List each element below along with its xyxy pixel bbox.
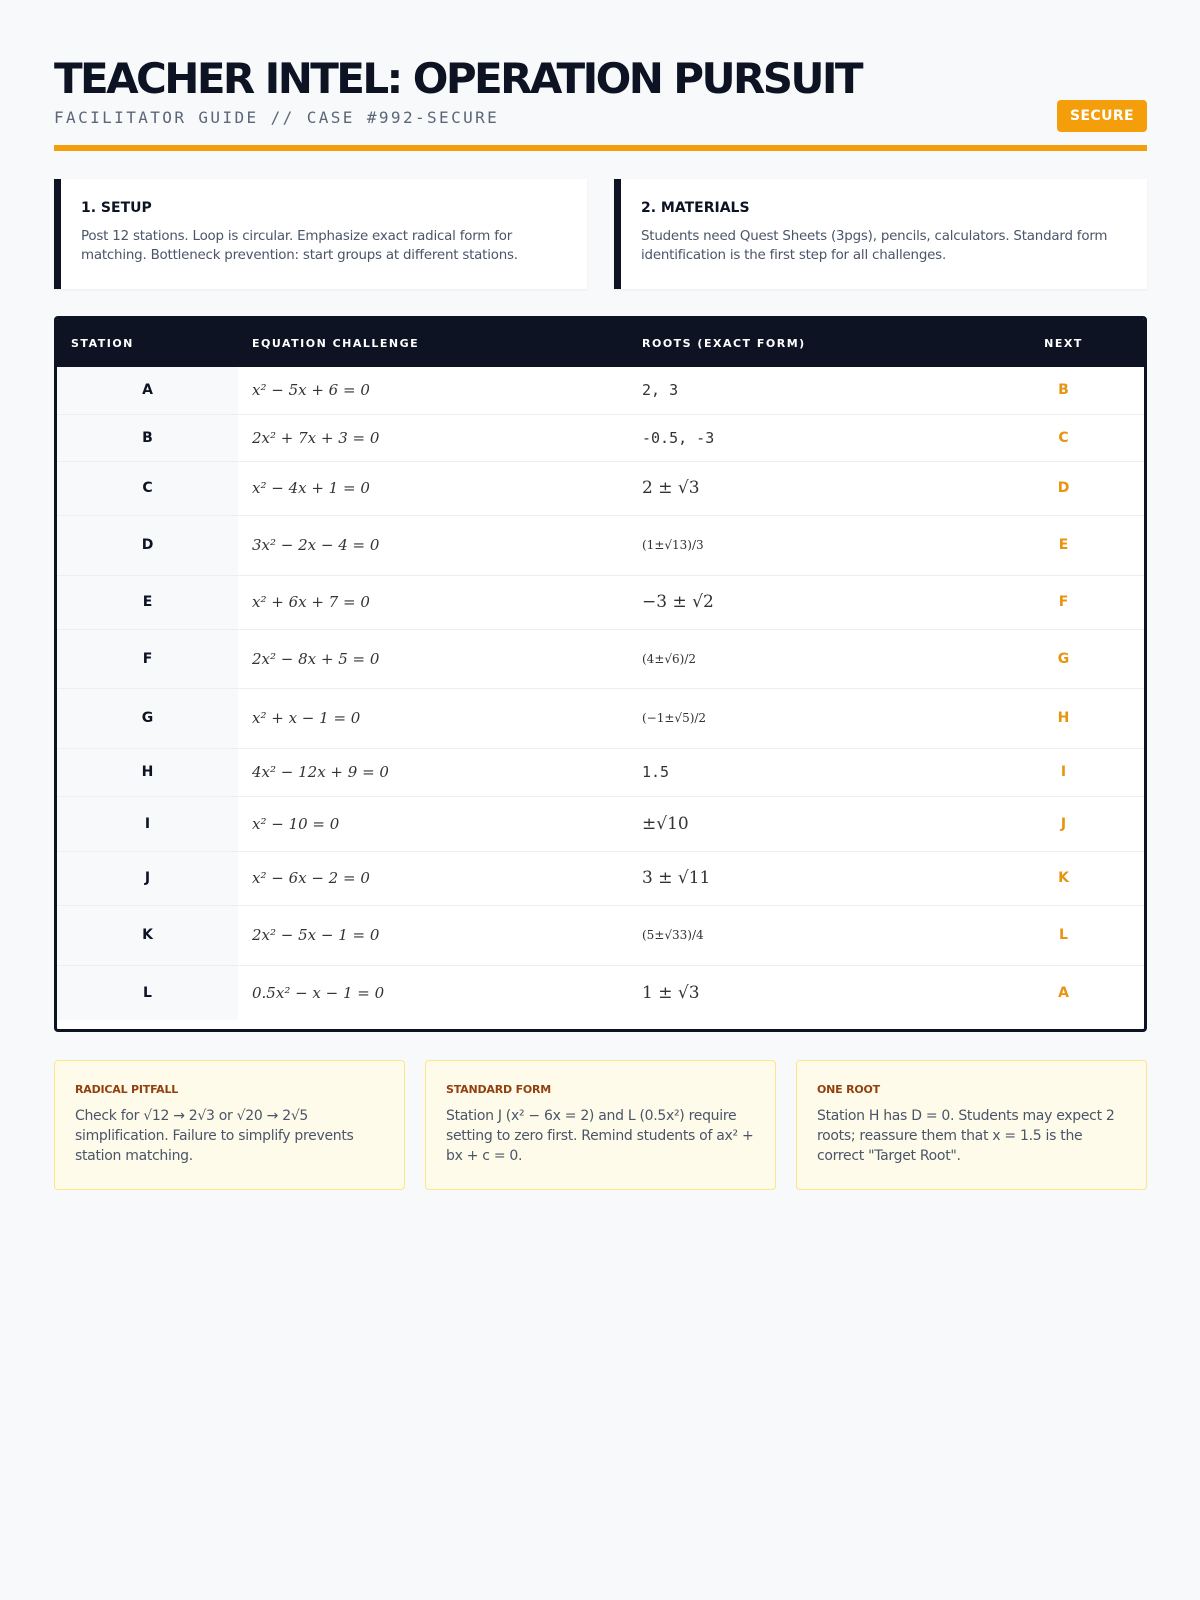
table-row (57, 851, 1144, 905)
next-cell: L (983, 905, 1144, 965)
next-cell: I (983, 748, 1144, 796)
station-cell: F (57, 629, 238, 688)
one-root-note (796, 1060, 1147, 1190)
roots-cell: 1.5 (628, 748, 983, 796)
next-cell: B (983, 367, 1144, 414)
column-header-equation: EQUATION CHALLENGE (252, 336, 420, 350)
equation-cell: x² − 4x + 1 = 0 (238, 461, 628, 515)
next-cell: C (983, 414, 1144, 461)
roots-cell: (4±√6)/2 (628, 629, 983, 688)
roots-cell: (5±√33)/4 (628, 905, 983, 965)
station-cell: I (57, 796, 238, 851)
roots-cell: 2 ± √3 (628, 461, 983, 515)
note-text: Station H has D = 0. Students may expect 2 roots; reassure them that x = 1.5 is the correct "Target Root". (817, 1108, 1115, 1164)
table-row (57, 796, 1144, 851)
table-row (57, 461, 1144, 515)
equation-cell: 2x² − 8x + 5 = 0 (238, 629, 628, 688)
column-header-station: STATION (71, 336, 134, 350)
roots-cell: 3 ± √11 (628, 851, 983, 905)
table-row (57, 965, 1144, 1020)
station-cell: C (57, 461, 238, 515)
next-cell: E (983, 515, 1144, 575)
equation-cell: 4x² − 12x + 9 = 0 (238, 748, 628, 796)
station-cell: D (57, 515, 238, 575)
setup-card (54, 179, 587, 289)
equation-cell: x² − 5x + 6 = 0 (238, 367, 628, 414)
roots-cell: ±√10 (628, 796, 983, 851)
equation-cell: 2x² + 7x + 3 = 0 (238, 414, 628, 461)
materials-heading: 2. MATERIALS (641, 200, 750, 216)
table-row (57, 575, 1144, 629)
note-heading: ONE ROOT (817, 1083, 880, 1096)
table-row (57, 905, 1144, 965)
equation-cell: x² − 6x − 2 = 0 (238, 851, 628, 905)
header-divider (54, 145, 1147, 151)
equation-cell: x² − 10 = 0 (238, 796, 628, 851)
table-row (57, 414, 1144, 461)
table-row (57, 515, 1144, 575)
roots-cell: 2, 3 (628, 367, 983, 414)
roots-cell: -0.5, -3 (628, 414, 983, 461)
setup-text: Post 12 stations. Loop is circular. Emphasize exact radical form for matching. Bottleneck prevention: start groups at different stations. (81, 229, 518, 263)
table-header-row (57, 319, 1144, 367)
next-cell: K (983, 851, 1144, 905)
secure-badge: SECURE (1057, 100, 1147, 132)
equation-cell: 3x² − 2x − 4 = 0 (238, 515, 628, 575)
roots-cell: (1±√13)/3 (628, 515, 983, 575)
station-cell: K (57, 905, 238, 965)
table-row (57, 688, 1144, 748)
roots-cell: (−1±√5)/2 (628, 688, 983, 748)
note-heading: STANDARD FORM (446, 1083, 552, 1096)
stations-table (54, 316, 1147, 1032)
table-row (57, 748, 1144, 796)
next-cell: A (1058, 984, 1069, 1001)
note-text: Station J (x² − 6x = 2) and L (0.5x²) require setting to zero first. Remind students of ax² + bx + c = 0. (446, 1108, 754, 1164)
station-cell: G (57, 688, 238, 748)
equation-cell: x² + 6x + 7 = 0 (238, 575, 628, 629)
next-cell: H (983, 688, 1144, 748)
equation-cell: 2x² − 5x − 1 = 0 (238, 905, 628, 965)
note-text: Check for √12 → 2√3 or √20 → 2√5 simplification. Failure to simplify prevents station matching. (75, 1108, 354, 1164)
next-cell: J (983, 796, 1144, 851)
materials-card (614, 179, 1147, 289)
next-cell: D (983, 461, 1144, 515)
page-title: TEACHER INTEL: OPERATION PURSUIT (54, 54, 861, 103)
station-cell: E (57, 575, 238, 629)
page-subtitle: FACILITATOR GUIDE // CASE #992-SECURE (54, 108, 500, 127)
materials-text: Students need Quest Sheets (3pgs), pencils, calculators. Standard form identification is the first step for all challenges. (641, 229, 1108, 263)
setup-heading: 1. SETUP (81, 200, 152, 216)
station-cell: J (57, 851, 238, 905)
next-cell: G (983, 629, 1144, 688)
station-cell: L (57, 965, 238, 1020)
station-cell: A (57, 367, 238, 414)
equation-cell: 0.5x² − x − 1 = 0 (252, 983, 385, 1002)
column-header-roots: ROOTS (EXACT FORM) (642, 336, 806, 350)
standard-form-note (425, 1060, 776, 1190)
roots-cell: 1 ± √3 (642, 982, 700, 1003)
roots-cell: −3 ± √2 (628, 575, 983, 629)
station-cell: B (57, 414, 238, 461)
column-header-next: NEXT (1044, 336, 1083, 350)
table-row (57, 629, 1144, 688)
next-cell: F (983, 575, 1144, 629)
station-cell: H (57, 748, 238, 796)
table-row (57, 367, 1144, 414)
equation-cell: x² + x − 1 = 0 (238, 688, 628, 748)
note-heading: RADICAL PITFALL (75, 1083, 179, 1096)
radical-pitfall-note (54, 1060, 405, 1190)
